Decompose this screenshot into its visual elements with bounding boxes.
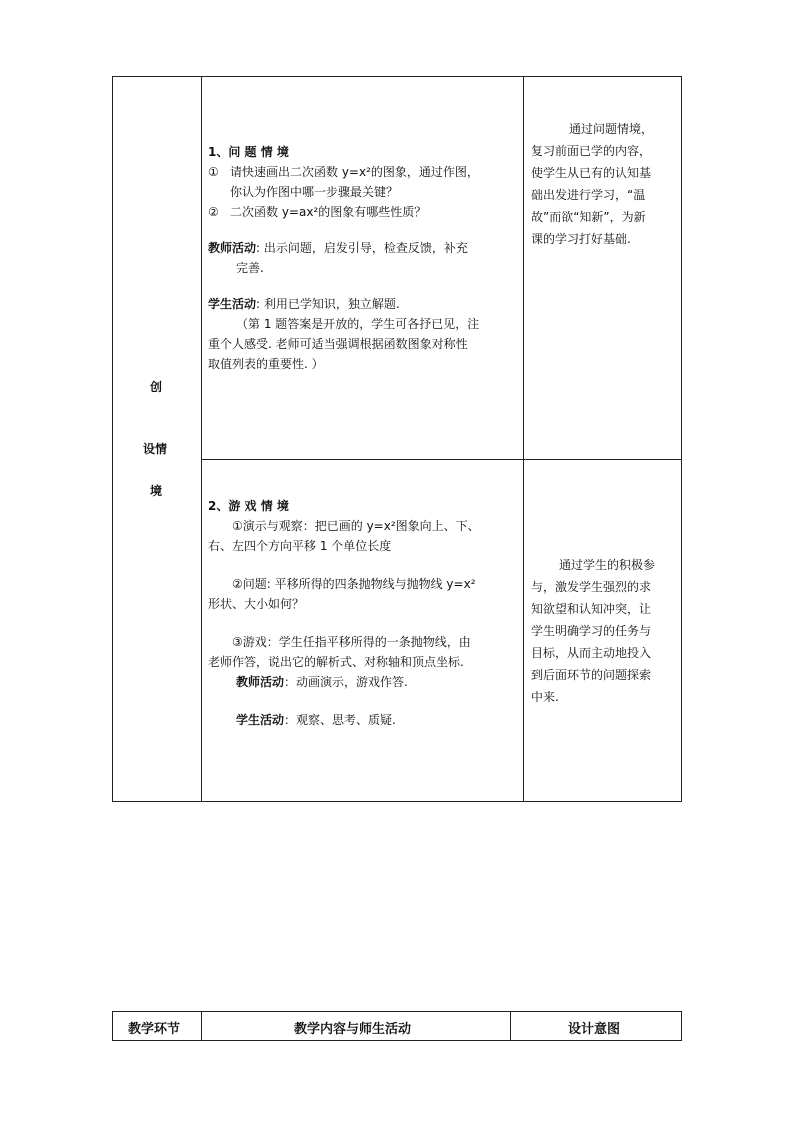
section2-content (208, 496, 520, 730)
teacher-activity-text: : 出示问题，启发引导，检查反馈，补充 (256, 241, 468, 255)
item-line: 你认为作图中哪一步骤最关键？ (230, 185, 399, 199)
section2-student-activity (208, 710, 520, 730)
note-line: 重个人感受. 老师可适当强调根据函数图象对称性 (208, 337, 468, 351)
section1-title: 1、问 题 情 境 (208, 145, 289, 159)
note-line: （第 1 题答案是开放的，学生可各抒已见，注 (236, 317, 480, 331)
section1-intent (531, 118, 679, 250)
student-activity-label: 学生活动 (208, 297, 257, 311)
teacher-activity (208, 238, 520, 258)
intent-line: 通过学生的积极参 (559, 558, 656, 572)
footer-divider-1 (201, 1011, 202, 1041)
item-line: 请快速画出二次函数 y=x²的图象，通过作图， (230, 165, 479, 179)
stage-char-1: 创 (150, 380, 163, 394)
intent-line: 知欲望和认知冲突，让 (531, 602, 652, 616)
demo-line: ①演示与观察：把已画的 y=x²图象向上、下、 (232, 519, 480, 533)
student-activity-text: ：观察、思考、质疑. (284, 713, 396, 727)
question-line: ②问题: 平移所得的四条抛物线与抛物线 y=x² (232, 577, 476, 591)
intent-line: 故”而欲“知新”，为新 (531, 210, 646, 224)
game-line: 老师作答，说出它的解析式、对称轴和顶点坐标. (208, 655, 464, 669)
demo-line: 右、左四个方向平移 1 个单位长度 (208, 539, 392, 553)
intent-line: 通过问题情境， (569, 122, 654, 136)
col-divider-2 (523, 76, 524, 802)
teacher-activity-label: 教师活动 (236, 675, 285, 689)
teacher-activity-label: 教师活动 (208, 241, 257, 255)
intent-line: 与，激发学生强烈的求 (531, 580, 652, 594)
section1-item-1 (208, 162, 520, 202)
item-line: 二次函数 y=ax²的图象有哪些性质？ (230, 205, 427, 219)
stage-char-2: 设情 (143, 442, 168, 456)
section2-title: 2、游 戏 情 境 (208, 499, 289, 513)
col-divider-1 (201, 76, 202, 802)
intent-line: 使学生从已有的认知基 (531, 166, 652, 180)
intent-line: 中来. (531, 690, 559, 704)
teacher-activity-text: ：动画演示，游戏作答. (284, 675, 408, 689)
intent-line: 复习前面已学的内容， (531, 144, 652, 158)
intent-line: 础出发进行学习，“温 (531, 188, 646, 202)
intent-line: 学生明确学习的任务与 (531, 624, 652, 638)
note-line: 取值列表的重要性. ） (208, 357, 324, 371)
section1-content (208, 142, 520, 374)
item-marker: ① (208, 165, 219, 179)
game-line: ③游戏：学生任指平移所得的一条抛物线，由 (232, 635, 471, 649)
section1-item-2 (208, 202, 520, 222)
footer-divider-2 (510, 1011, 511, 1041)
student-activity (208, 294, 520, 314)
row-divider (201, 459, 682, 460)
stage-char-3: 境 (150, 484, 163, 498)
section2-intent (531, 554, 679, 708)
intent-line: 到后面环节的问题探索 (531, 668, 652, 682)
intent-line: 课的学习打好基础. (531, 232, 631, 246)
student-activity-text: : 利用已学知识，独立解题. (256, 297, 400, 311)
section2-teacher-activity (208, 672, 520, 692)
footer-header-stage: 教学环节 (128, 1022, 181, 1037)
question-line: 形状、大小如何？ (208, 597, 305, 611)
student-activity-label: 学生活动 (236, 713, 285, 727)
item-marker: ② (208, 205, 219, 219)
footer-header-intent: 设计意图 (568, 1022, 621, 1037)
intent-line: 目标，从而主动地投入 (531, 646, 652, 660)
teacher-activity-cont: 完善. (236, 261, 264, 275)
footer-header-content: 教学内容与师生活动 (294, 1022, 412, 1037)
